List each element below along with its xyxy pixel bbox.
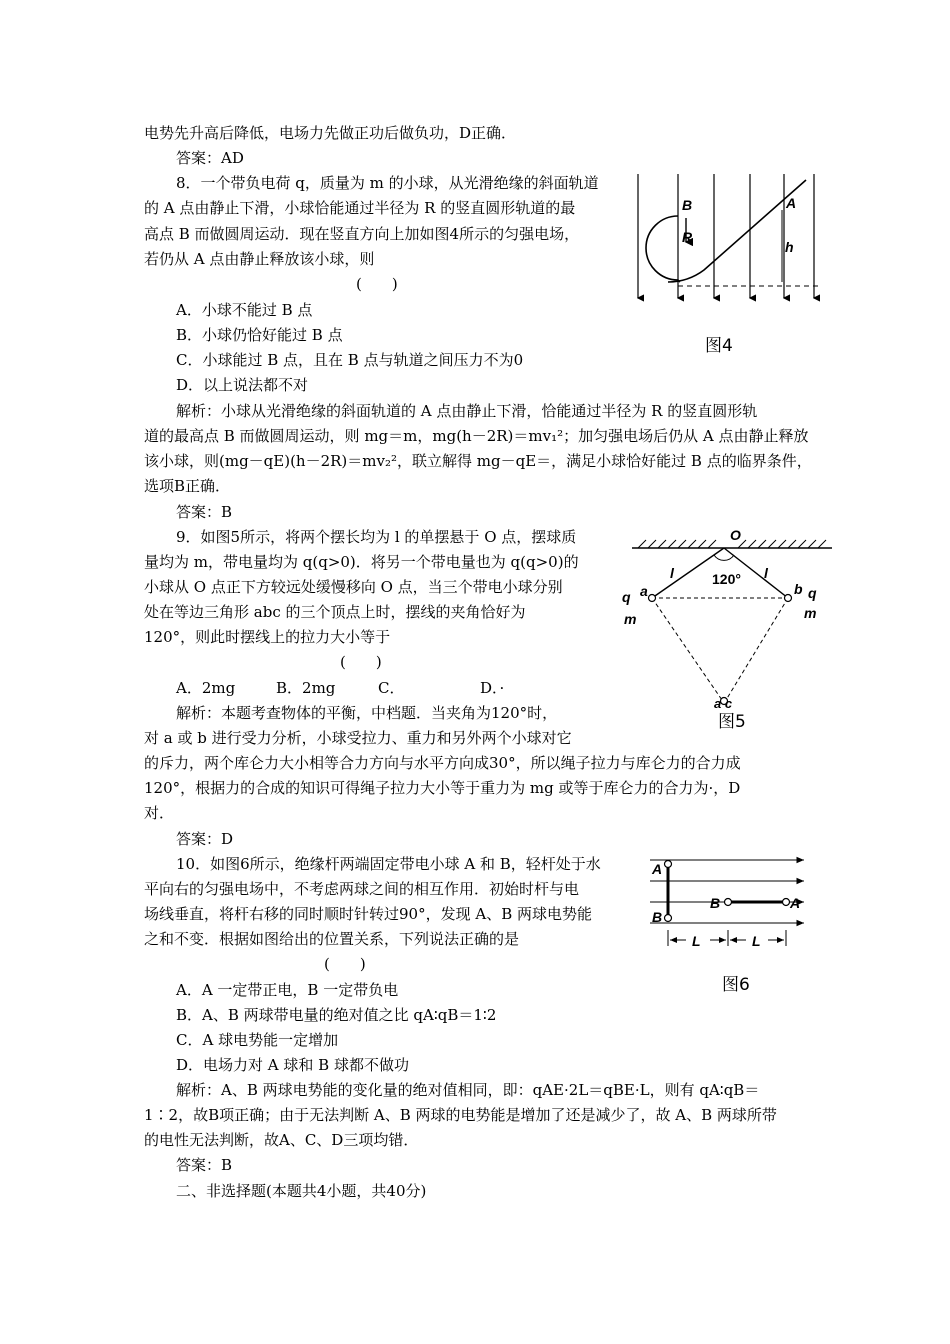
analysis-line: 对 a 或 b 进行受力分析，小球受拉力、重力和另外两个小球对它 <box>144 729 572 747</box>
label-a: a <box>640 583 648 599</box>
label-b-vertical: B <box>652 909 663 925</box>
answer-line: 答案：B <box>176 1156 233 1174</box>
figure-6 <box>646 850 812 960</box>
analysis-line: 解析：小球从光滑绝缘的斜面轨道的 A 点由静止下滑，恰能通过半径为 R 的竖直圆形轨 <box>176 402 758 420</box>
option-d: D．· <box>480 679 505 697</box>
option-b: B．A、B 两球带电量的绝对值之比 qA∶qB＝1∶2 <box>176 1006 497 1024</box>
option-a: A．A 一定带正电，B 一定带负电 <box>176 981 399 999</box>
option-d: D．以上说法都不对 <box>176 376 309 394</box>
label-h: h <box>785 239 794 255</box>
label-mb: m <box>804 605 817 621</box>
question-10-line: 10．如图6所示，绝缘杆两端固定带电小球 A 和 B，轻杆处于水 <box>176 855 601 873</box>
analysis-line: 的电性无法判断，故A、C、D三项均错． <box>144 1131 419 1149</box>
label-o: O <box>730 528 741 543</box>
option-b: B．小球仍恰好能过 B 点 <box>176 326 343 344</box>
label-l-right: l <box>764 565 768 581</box>
question-10-line: 平向右的匀强电场中，不考虑两球之间的相互作用．初始时杆与电 <box>144 880 580 898</box>
question-9-line: 量均为 m，带电量均为 q(q>0)．将另一个带电量也为 q(q>0)的 <box>144 553 579 571</box>
label-a: A <box>786 195 797 211</box>
figure-6-caption: 图6 <box>722 975 750 995</box>
label-r: R <box>682 229 693 245</box>
answer-line: 答案：AD <box>176 149 244 167</box>
question-9-line: 小球从 O 点正下方较远处缓慢移向 O 点，当三个带电小球分别 <box>144 578 563 596</box>
section-heading: 二、非选择题(本题共4小题，共40分) <box>176 1182 427 1200</box>
figure-5 <box>618 528 836 710</box>
label-ma: m <box>624 611 637 627</box>
label-l-2: L <box>752 933 761 949</box>
option-a: A．小球不能过 B 点 <box>176 301 313 319</box>
option-c: C．小球能过 B 点，且在 B 点与轨道之间压力不为0 <box>176 351 524 369</box>
option-a: A．2mg <box>176 679 236 697</box>
analysis-line: 选项B正确． <box>144 477 231 495</box>
label-b: B <box>682 197 693 213</box>
analysis-line: 道的最高点 B 而做圆周运动，则 mg＝m，mg(h－2R)＝mv₁²；加匀强电场后仍从 A 点由静止释放 <box>144 427 809 445</box>
answer-blank: ( ) <box>356 275 398 293</box>
question-8-line: 8．一个带负电荷 q，质量为 m 的小球，从光滑绝缘的斜面轨道 <box>176 174 599 192</box>
question-9-line: 120°，则此时摆线上的拉力大小等于 <box>144 628 391 646</box>
label-b-horizontal: B <box>710 895 721 911</box>
question-10-line: 之和不变．根据如图给出的位置关系，下列说法正确的是 <box>144 930 520 948</box>
answer-line: 答案：B <box>176 503 233 521</box>
label-a-vertical: A <box>652 861 663 877</box>
question-9-line: 处在等边三角形 abc 的三个顶点上时，摆线的夹角恰好为 <box>144 603 526 621</box>
label-a-horizontal: A <box>790 895 801 911</box>
question-8-line: 的 A 点由静止下滑，小球恰能通过半径为 R 的竖直圆形轨道的最 <box>144 199 576 217</box>
analysis-line: 解析：A、B 两球电势能的变化量的绝对值相同，即：qAE·2L＝qBE·L，则有 qA∶qB＝ <box>176 1081 760 1099</box>
question-9-line: 9．如图5所示，将两个摆长均为 l 的单摆悬于 O 点，摆球质 <box>176 528 577 546</box>
analysis-line: 对． <box>144 804 175 822</box>
figure-4-caption: 图4 <box>705 336 733 356</box>
label-angle: 120° <box>712 571 741 587</box>
label-c: a c <box>714 696 733 710</box>
option-d: D．电场力对 A 球和 B 球都不做功 <box>176 1056 409 1074</box>
analysis-line: 1∶2，故B项正确；由于无法判断 A、B 两球的电势能是增加了还是减少了，故 A、B 两球所带 <box>144 1106 777 1124</box>
question-8-line: 高点 B 而做圆周运动．现在竖直方向上加如图4所示的匀强电场， <box>144 225 580 243</box>
answer-line: 答案：D <box>176 830 234 848</box>
analysis-line: 该小球，则(mg－qE)(h－2R)＝mv₂²，联立解得 mg－qE＝，满足小球恰好能过 B 点的临界条件， <box>144 452 812 470</box>
option-c: C． <box>378 679 405 697</box>
label-l-left: l <box>670 565 674 581</box>
label-l-1: L <box>692 933 701 949</box>
analysis-line: 解析：本题考查物体的平衡，中档题．当夹角为120°时， <box>176 704 558 722</box>
label-qa: q <box>622 589 631 605</box>
figure-5-caption: 图5 <box>718 712 746 732</box>
label-qb: q <box>808 585 817 601</box>
analysis-line: 的斥力，两个库仑力大小相等合力方向与水平方向成30°，所以绳子拉力与库仑力的合力成 <box>144 754 741 772</box>
option-b: B．2mg <box>276 679 336 697</box>
question-10-line: 场线垂直，将杆右移的同时顺时针转过90°，发现 A、B 两球电势能 <box>144 905 592 923</box>
answer-blank: ( ) <box>324 955 366 973</box>
answer-blank: ( ) <box>340 653 382 671</box>
option-c: C．A 球电势能一定增加 <box>176 1031 339 1049</box>
label-b: b <box>794 581 803 597</box>
analysis-line: 120°，根据力的合成的知识可得绳子拉力大小等于重力为 mg 或等于库仑力的合力为·，D <box>144 779 741 797</box>
figure-4 <box>628 170 824 310</box>
text-line: 电势先升高后降低，电场力先做正功后做负功，D正确． <box>144 124 517 142</box>
question-8-line: 若仍从 A 点由静止释放该小球，则 <box>144 250 375 268</box>
